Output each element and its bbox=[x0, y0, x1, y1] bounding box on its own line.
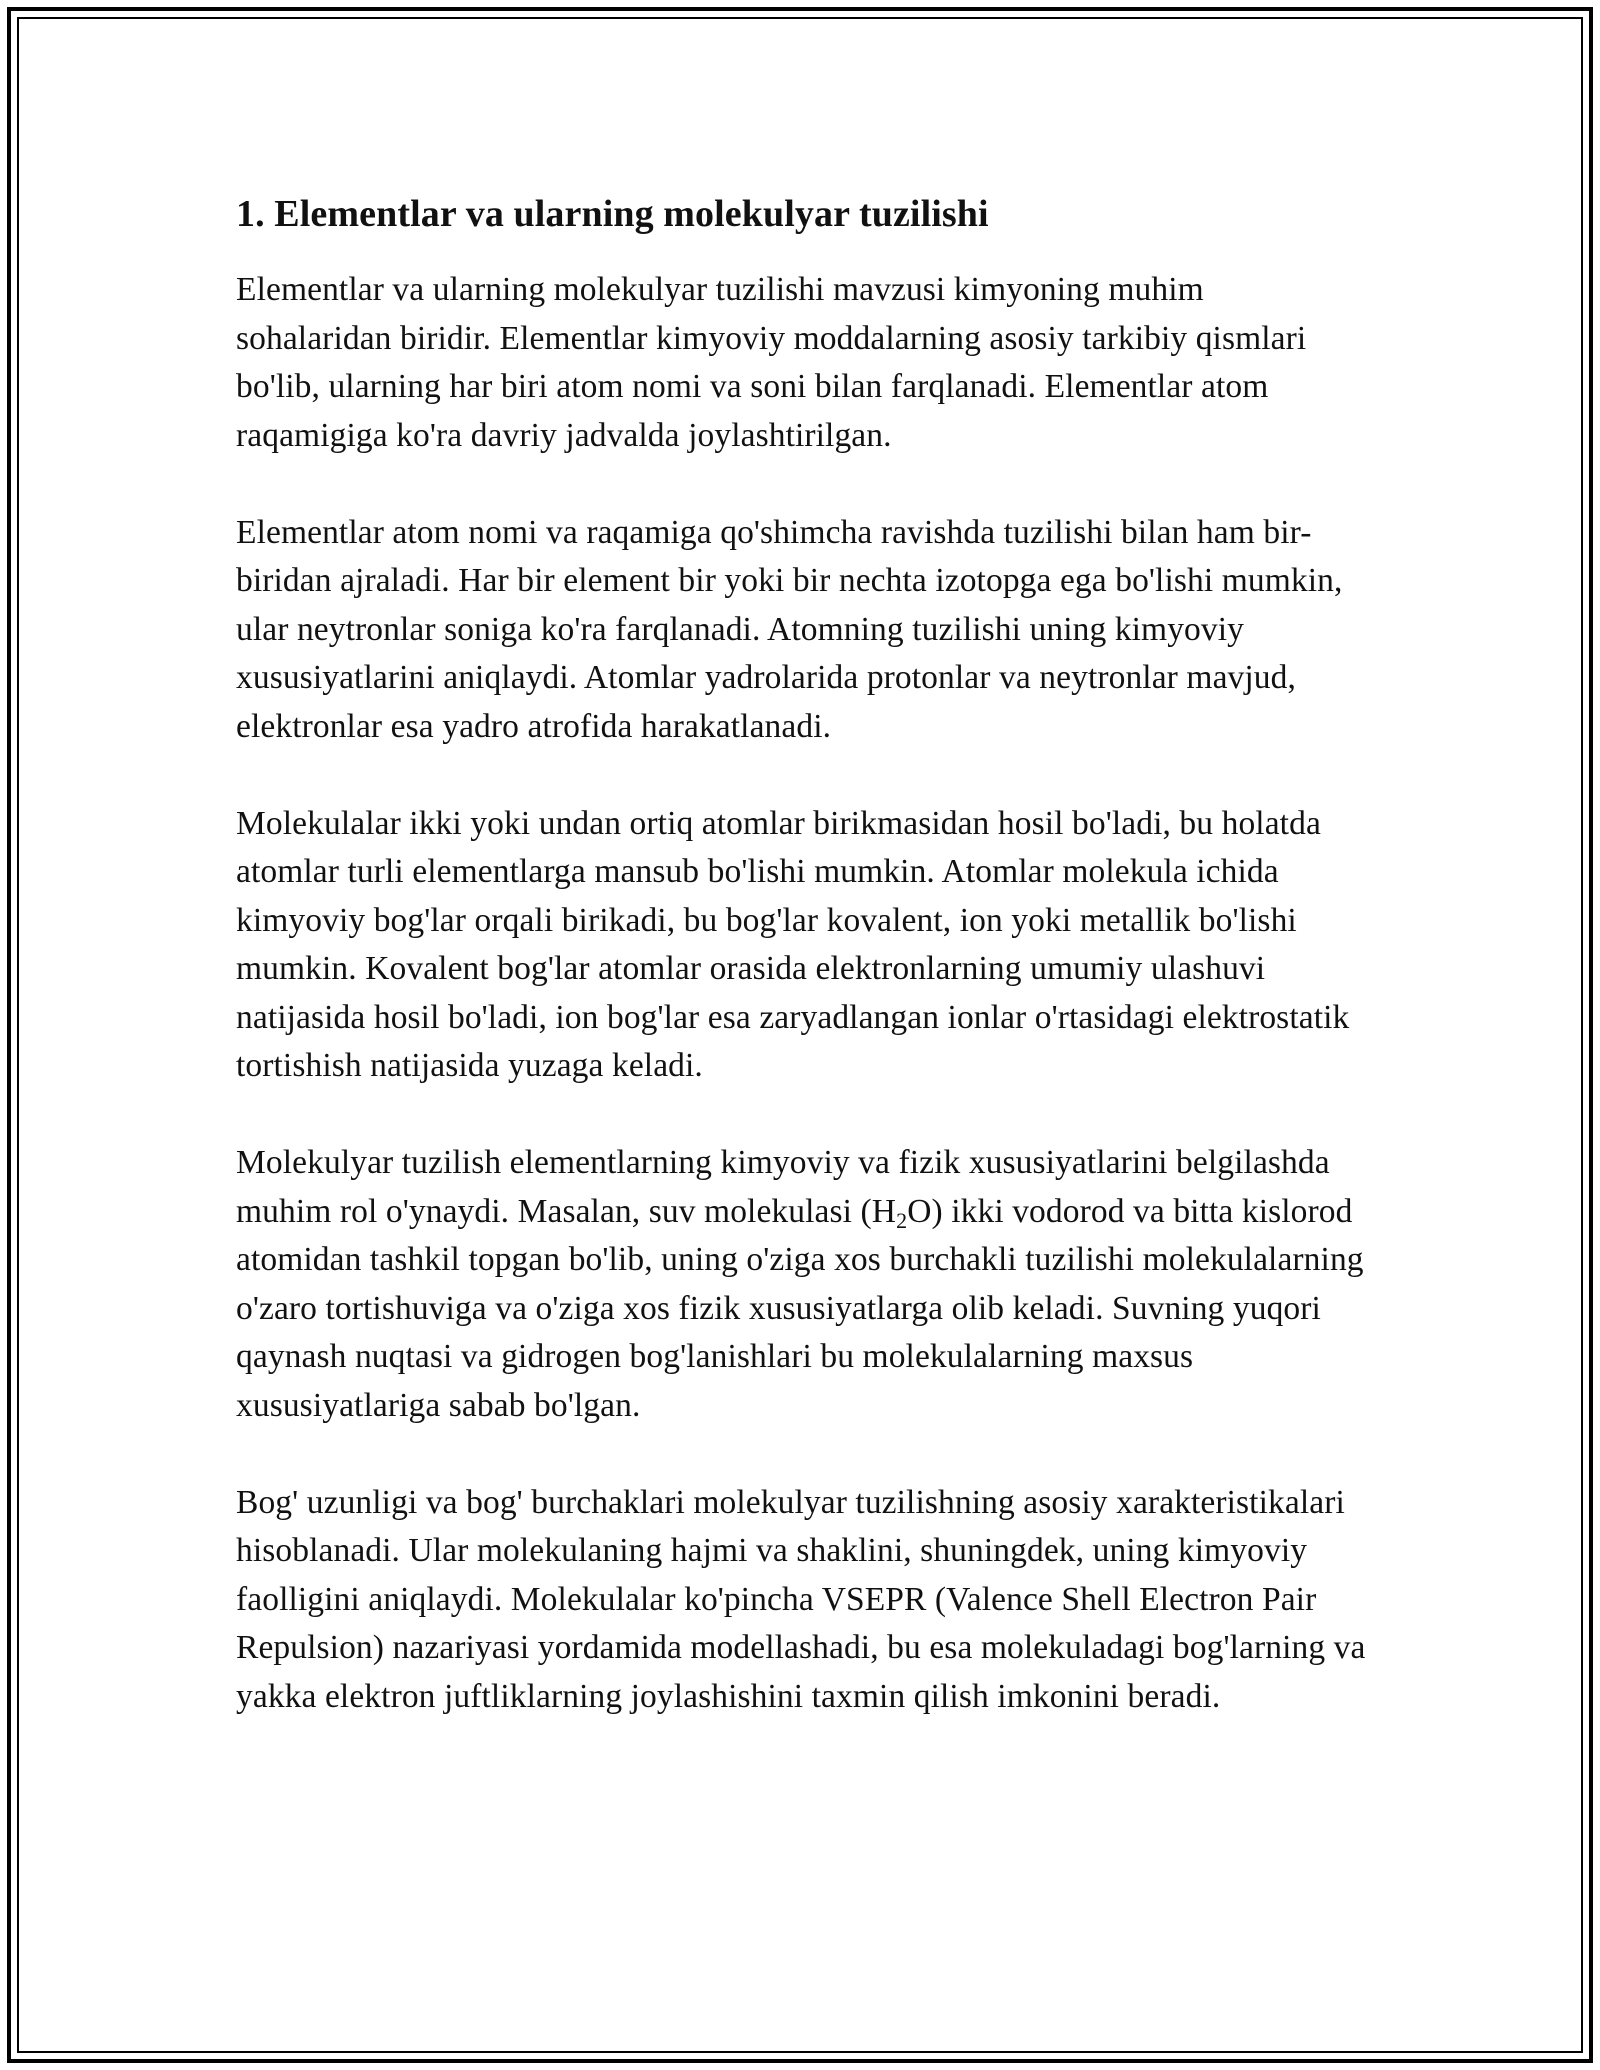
paragraph-3: Molekulalar ikki yoki undan ortiq atomlar birikmasidan hosil bo'ladi, bu holatda atomlar turli elementlarga mansub bo'lishi mumkin. Atomlar molekula ichida kimyoviy bog'lar orqali birikadi, bu bog'lar kovalent, ion yoki metallik bo'lishi mumkin. Kovalent bog'lar atomlar orasida elektronlarning umumiy ulashuvi natijasida hosil bo'ladi, ion bog'lar esa zaryadlangan ionlar o'rtasidagi elektrostatik tortishish natijasida yuzaga keladi. bbox=[236, 804, 1350, 1084]
document-body bbox=[236, 188, 1366, 1770]
paragraph-2: Elementlar atom nomi va raqamiga qo'shimcha ravishda tuzilishi bilan ham bir-biridan ajraladi. Har bir element bir yoki bir nechta izotopga ega bo'lishi mumkin, ular neytronlar soniga ko'ra farqlanadi. Atomning tuzilishi uning kimyoviy xususiyatlarini aniqlaydi. Atomlar yadrolarida protonlar va neytronlar mavjud, elektronlar esa yadro atrofida harakatlanadi. bbox=[236, 513, 1343, 745]
paragraph-4 bbox=[236, 1139, 1366, 1430]
section-title: 1. Elementlar va ularning molekulyar tuzilishi bbox=[236, 193, 989, 235]
paragraph-5: Bog' uzunligi va bog' burchaklari molekulyar tuzilishning asosiy xarakteristikalari hisoblanadi. Ular molekulaning hajmi va shaklini, shuningdek, uning kimyoviy faolligini aniqlaydi. Molekulalar ko'pincha VSEPR (Valence Shell Electron Pair Repulsion) nazariyasi yordamida modellashadi, bu esa molekuladagi bog'larning va yakka elektron juftliklarning joylashishini taxmin qilish imkonini beradi. bbox=[236, 1483, 1366, 1715]
water-formula-subscript: 2 bbox=[896, 1207, 908, 1233]
paragraph-1: Elementlar va ularning molekulyar tuzilishi mavzusi kimyoning muhim sohalaridan biridir. Elementlar kimyoviy moddalarning asosiy tarkibiy qismlari bo'lib, ularning har biri atom nomi va soni bilan farqlanadi. Elementlar atom raqamigiga ko'ra davriy jadvalda joylashtirilgan. bbox=[236, 271, 1307, 454]
paragraph-4-text-after: O) ikki vodorod va bitta kislorod atomidan tashkil topgan bo'lib, uning o'ziga xos burchakli tuzilishi molekulalarning o'zaro tortishuviga va o'ziga xos fizik xususiyatlarga olib keladi. Suvning yuqori qaynash nuqtasi va gidrogen bog'lanishlari bu molekulalarning maxsus xususiyatlariga sabab bo'lgan. bbox=[236, 1192, 1364, 1424]
paragraph-4-text-before: Molekulyar tuzilish elementlarning kimyoviy va fizik xususiyatlarini belgilashda muhim rol o'ynaydi. Masalan, suv molekulasi (H bbox=[236, 1144, 1330, 1230]
